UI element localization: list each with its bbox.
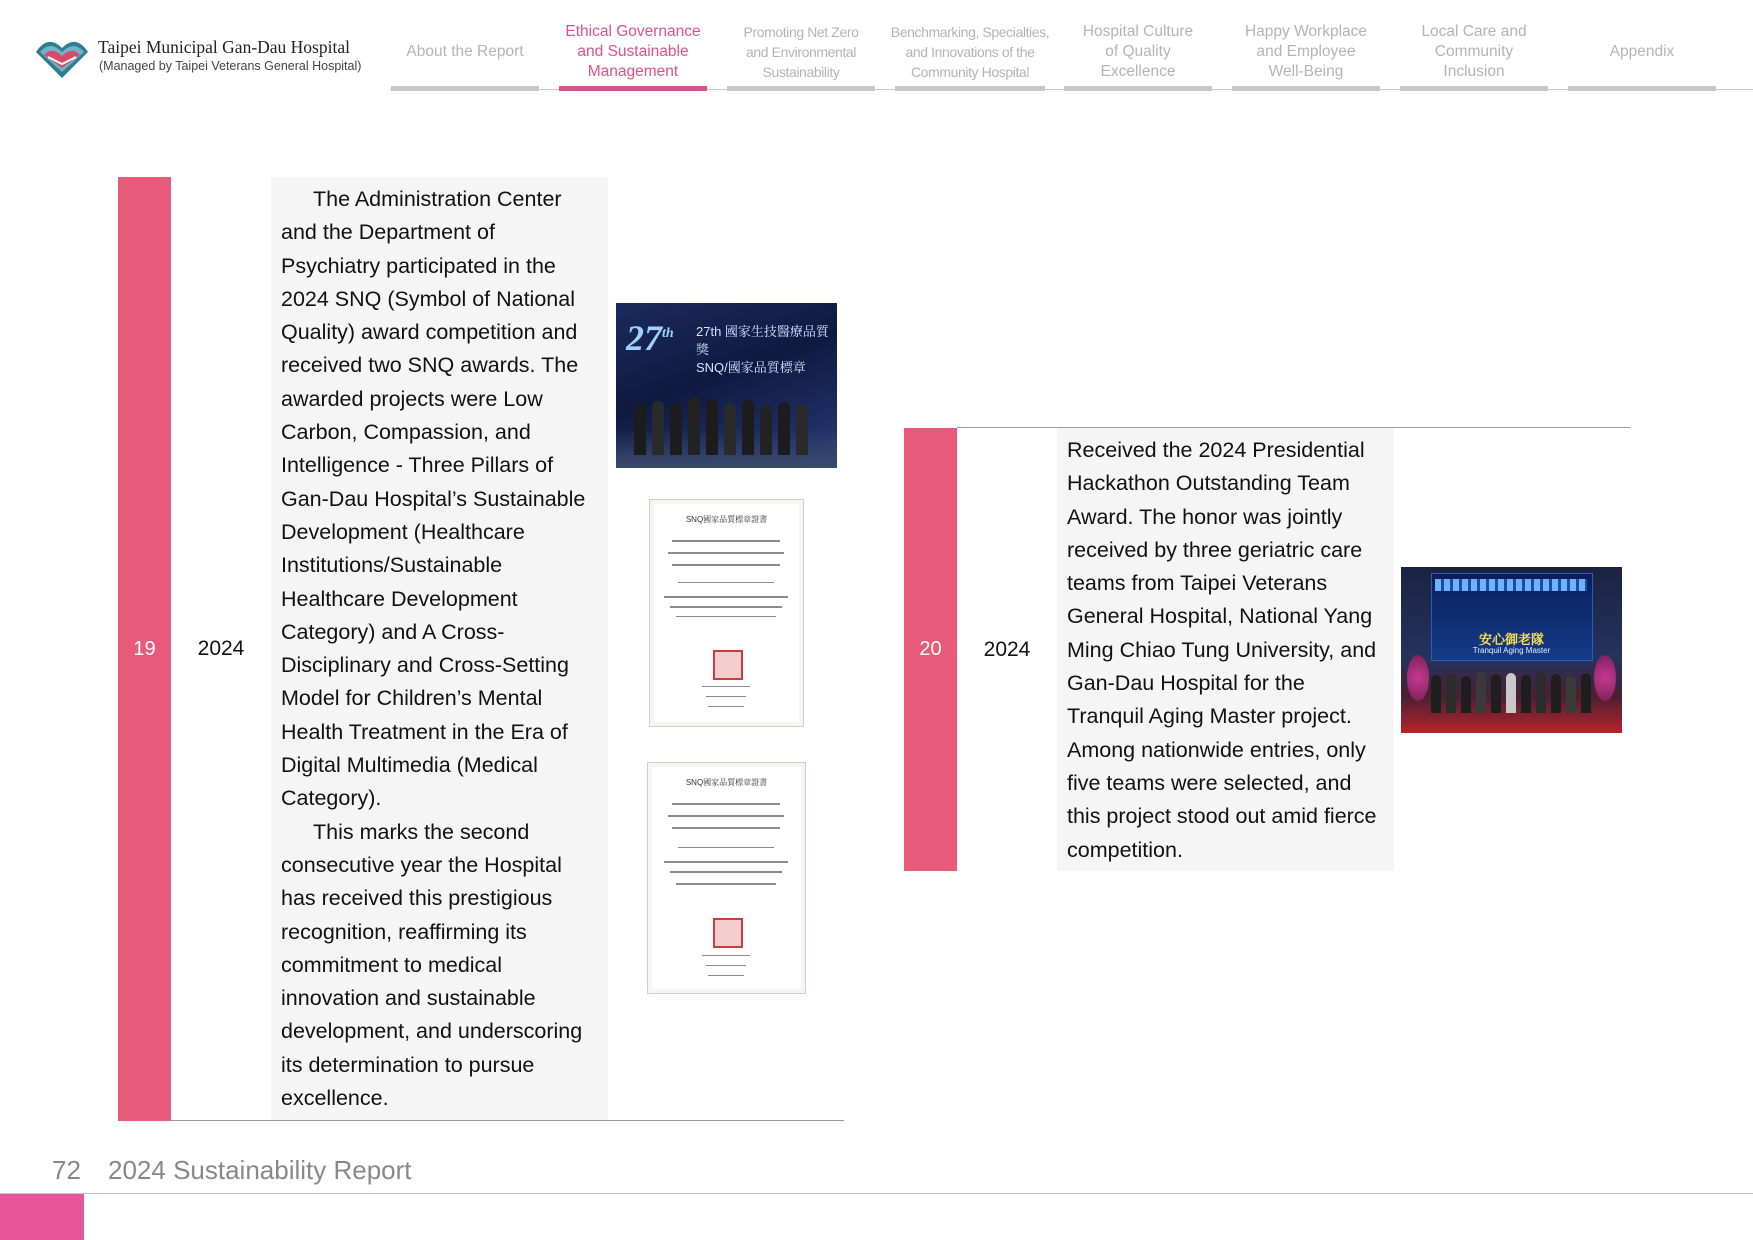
photo-title-en: Tranquil Aging Master: [1472, 646, 1551, 655]
row-year: 2024: [983, 637, 1031, 661]
tab-label: Benchmarking, Specialties, and Innovations of the Community Hospital: [890, 24, 1050, 80]
tab-underline: [1400, 86, 1548, 91]
tab-about-the-report[interactable]: [390, 22, 540, 92]
description-paragraph: The Administration Center and the Department of Psychiatry participated in the 2024 SNQ (Symbol of National Quality) award competition and received two SNQ awards. The awarded projects were Low Carbon, Compassion, and Intelligence - Three Pillars of Gan-Dau Hospital’s Sustainable Development (Healthcare Institutions/Sustainable Healthcare Development Category) and A Cross-Disciplinary and Cross-Setting Model for Children’s Mental Health Treatment in the Era of Digital Multimedia (Medical Category).: [281, 187, 586, 811]
header: [0, 0, 1753, 100]
description-paragraph: This marks the second consecutive year the Hospital has received this prestigious recognition, reaffirming its commitment to medical innovation and sustainable development, and underscoring its determination to pursue excellence.: [281, 819, 583, 1111]
tab-ethical-governance[interactable]: [558, 22, 708, 92]
tab-label: Promoting Net Zero and Environmental Sustainability: [743, 24, 859, 80]
row-year: 2024: [197, 637, 245, 660]
hospital-logo-icon: [34, 34, 90, 78]
tab-label: Ethical Governance and Sustainable Management: [565, 23, 701, 80]
hospital-name: Taipei Municipal Gan-Dau Hospital: [98, 37, 350, 57]
tab-underline: [559, 86, 707, 91]
tab-benchmarking[interactable]: [880, 22, 1060, 92]
row-number: 20: [904, 428, 957, 871]
tab-label: Appendix: [1609, 43, 1675, 60]
snq-certificate: [647, 762, 806, 994]
report-title: 2024 Sustainability Report: [108, 1155, 412, 1185]
hackathon-award-photo: [1401, 567, 1622, 733]
tab-label: Local Care and Community Inclusion: [1421, 23, 1527, 80]
row-divider: [171, 1120, 844, 1121]
tab-underline: [1568, 86, 1716, 91]
photo-banner-text: 27th 國家生技醫療品質獎 SNQ/國家品質標章: [696, 324, 829, 375]
certificate-title: SNQ國家品質標章證書: [685, 515, 768, 524]
tab-label: Happy Workplace and Employee Well-Being: [1244, 23, 1368, 80]
tab-net-zero[interactable]: [726, 22, 876, 92]
hospital-subtitle: (Managed by Taipei Veterans General Hospital): [99, 59, 362, 73]
description-paragraph: Received the 2024 Presidential Hackathon Outstanding Team Award. The honor was jointly received by three geriatric care teams from Taipei Veterans General Hospital, National Yang Ming Chiao Tung University, and Gan-Dau Hospital for the Tranquil Aging Master project. Among nationwide entries, only five teams were selected, and this project stood out amid fierce competition.: [1067, 438, 1377, 862]
tab-hospital-culture[interactable]: [1063, 22, 1213, 92]
row-description: [1057, 428, 1394, 871]
tab-happy-workplace[interactable]: [1231, 22, 1381, 92]
certificate-title: SNQ國家品質標章證書: [685, 778, 768, 787]
page-number: 72: [52, 1155, 81, 1185]
award-ceremony-photo: 27th 27th 國家生技醫療品質獎 SNQ/國家品質標章: [616, 303, 837, 468]
footer-divider: [0, 1193, 1753, 1194]
tab-appendix[interactable]: [1567, 22, 1717, 92]
tab-underline: [727, 86, 875, 91]
row-description: [271, 177, 608, 1121]
tab-underline: [895, 86, 1045, 91]
tab-label: Hospital Culture of Quality Excellence: [1082, 23, 1194, 80]
row-number: 19: [118, 177, 171, 1121]
tab-underline: [1232, 86, 1380, 91]
tab-label: About the Report: [406, 43, 524, 60]
snq-certificate: [649, 499, 804, 727]
tab-underline: [391, 86, 539, 91]
tab-underline: [1064, 86, 1212, 91]
photo-title-zh: 安心御老隊: [1478, 632, 1544, 647]
footer-accent-block: [0, 1194, 84, 1240]
tab-local-care[interactable]: [1399, 22, 1549, 92]
